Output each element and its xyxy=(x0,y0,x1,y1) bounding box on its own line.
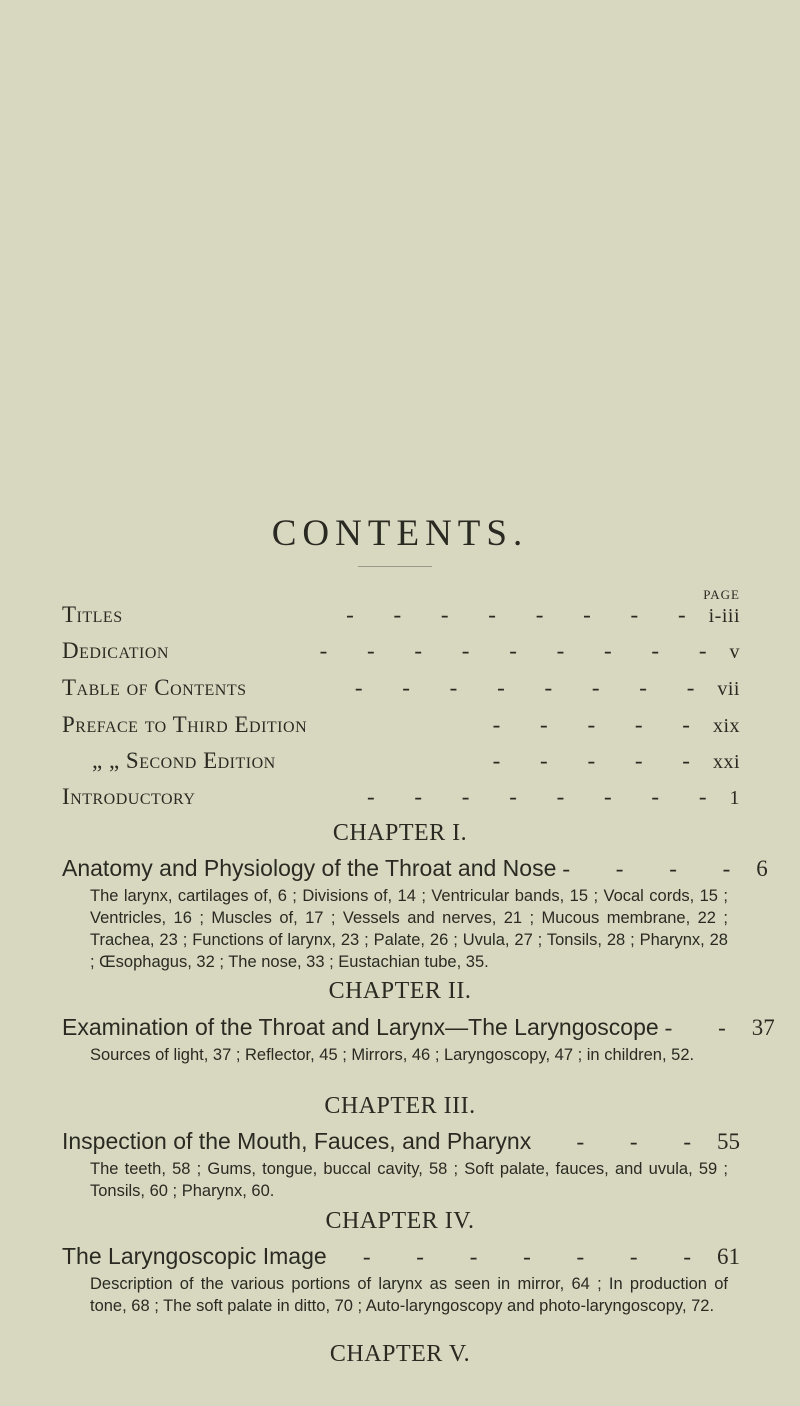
leader-dots: - - - - - - - - xyxy=(366,784,724,809)
chapter-title-row xyxy=(62,1243,740,1270)
chapter-heading: CHAPTER V. xyxy=(329,1341,471,1367)
toc-entry-label: Titles xyxy=(62,602,123,627)
leader-dots: - - - - xyxy=(562,856,751,881)
chapter-title-row xyxy=(62,1128,740,1155)
toc-entry-label: Dedication xyxy=(62,638,169,663)
page-title: CONTENTS. xyxy=(271,513,529,554)
chapter-page: 55 xyxy=(717,1129,740,1154)
toc-entry-label: „ „ Second Edition xyxy=(92,748,276,773)
leader-dots: - - - - - - - xyxy=(362,1244,711,1269)
toc-entry xyxy=(62,712,740,742)
chapter-summary: The larynx, cartilages of, 6 ; Divisions of, 14 ; Ventricular bands, 15 ; Vocal cords, 15 ; Ventricles, 16 ; Muscles of, 17 ; Vessels and nerves, 21 ; Mucous membrane, 22 ; Trachea, 23 ; Functions of larynx, 23 ; Palate, 26 ; Uvula, 27 ; Tonsils, 28 ; Pharynx, 28 ; Œsophagus, 32 ; The nose, 33 ; Eustachian tube, 35. xyxy=(90,887,728,971)
chapter-summary: The teeth, 58 ; Gums, tongue, buccal cavity, 58 ; Soft palate, fauces, and uvula, 59 ; Tonsils, 60 ; Pharynx, 60. xyxy=(90,1160,728,1200)
leader-dots: - - - - - xyxy=(492,712,707,737)
chapter-page: 37 xyxy=(751,1015,775,1040)
leader-dots: - - - - - - - - xyxy=(346,602,703,627)
leader-dots: - - - - - - - - xyxy=(354,675,712,700)
chapter-title-row xyxy=(62,1014,775,1041)
leader-dots: - - - - - xyxy=(492,748,707,773)
toc-entry xyxy=(62,675,740,705)
title-rule xyxy=(358,566,432,567)
chapter-title: Inspection of the Mouth, Fauces, and Pharynx xyxy=(62,1128,532,1154)
toc-entry-page: vii xyxy=(717,678,740,700)
toc-entry-page: 1 xyxy=(729,787,740,809)
chapter-title: Anatomy and Physiology of the Throat and Nose xyxy=(62,855,557,881)
chapter-title: Examination of the Throat and Larynx—The Laryngoscope xyxy=(62,1014,659,1040)
leader-dots: - - - - - - - - - xyxy=(319,638,724,663)
chapter-page: 61 xyxy=(717,1244,740,1269)
chapter-heading: CHAPTER II. xyxy=(328,978,472,1004)
chapter-title: The Laryngoscopic Image xyxy=(62,1243,327,1269)
toc-entry xyxy=(62,638,740,668)
toc-entry-page: xxi xyxy=(712,751,740,773)
chapter-heading: CHAPTER I. xyxy=(332,820,468,846)
chapter-summary: Sources of light, 37 ; Reflector, 45 ; Mirrors, 46 ; Laryngoscopy, 47 ; in children, 52. xyxy=(90,1046,695,1064)
chapter-page: 6 xyxy=(756,856,768,881)
toc-entry xyxy=(62,784,740,814)
toc-entry-page: v xyxy=(729,641,740,663)
chapter-heading: CHAPTER III. xyxy=(324,1093,476,1119)
toc-entry xyxy=(62,602,740,632)
toc-entry-page: xix xyxy=(712,715,740,737)
leader-dots: - - xyxy=(664,1015,746,1040)
toc-entry xyxy=(62,748,740,778)
toc-entry-label: Introductory xyxy=(62,784,196,809)
page-column-label: PAGE xyxy=(703,587,740,602)
leader-dots: - - - xyxy=(576,1129,711,1154)
chapter-summary: Description of the various portions of larynx as seen in mirror, 64 ; In production of tone, 68 ; The soft palate in ditto, 70 ; Auto-laryngoscopy and photo-laryngoscopy, 72. xyxy=(90,1275,728,1315)
chapter-title-row xyxy=(62,855,768,882)
toc-entry-page: i-iii xyxy=(708,605,740,627)
toc-entry-label: Preface to Third Edition xyxy=(62,712,308,737)
toc-entry-label: Table of Contents xyxy=(62,675,247,700)
chapter-heading: CHAPTER IV. xyxy=(325,1208,475,1234)
